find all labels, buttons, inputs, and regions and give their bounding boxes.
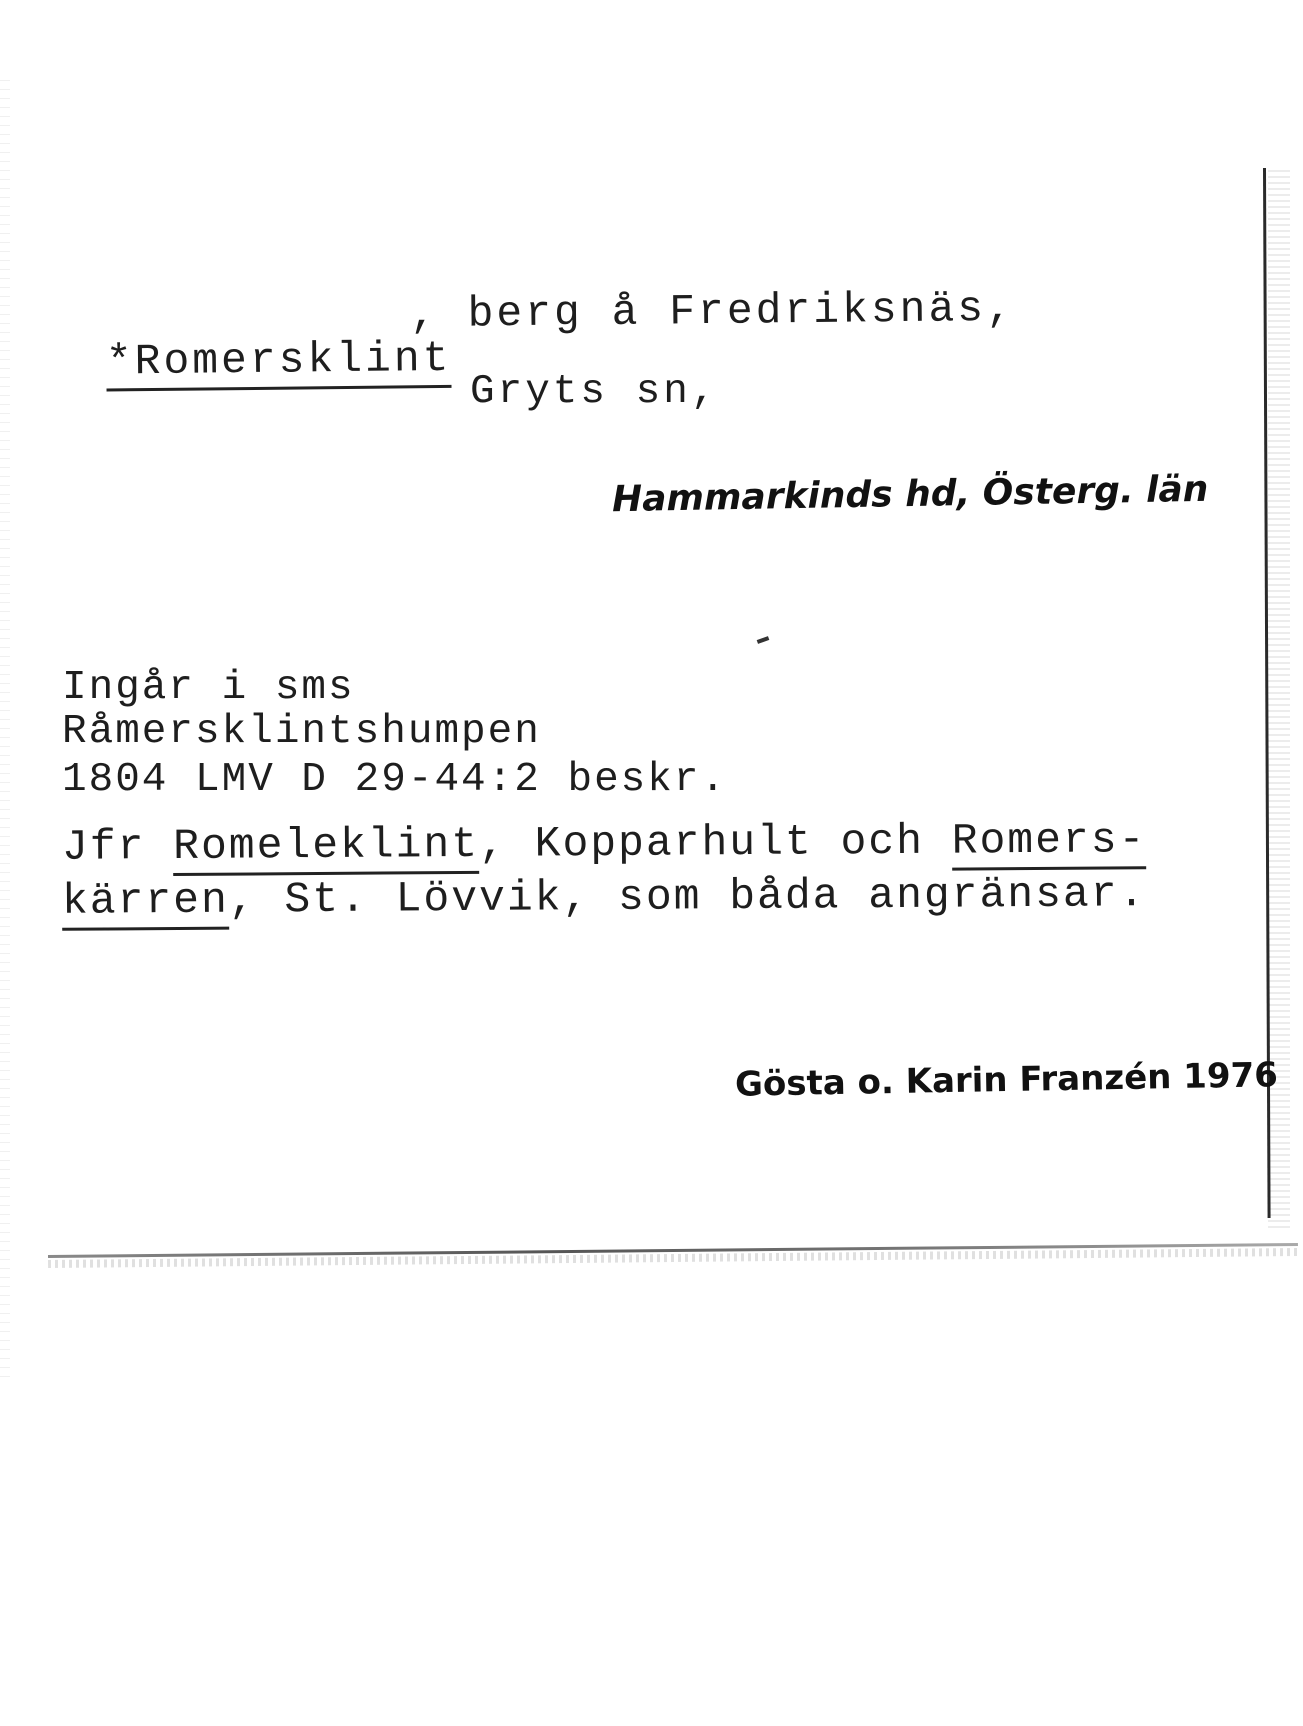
note-line-2: Råmersklintshumpen (62, 709, 541, 755)
scan-edge-speckle (0, 80, 10, 1380)
note-line-1: Ingår i sms (62, 665, 355, 711)
parish-line: Gryts sn, (470, 369, 719, 415)
reference-link-romerskarren-part2: kärren (62, 876, 229, 931)
reference-middle: , Kopparhult och (478, 816, 952, 869)
reference-link-romeleklint: Romeleklint (173, 820, 479, 876)
district-stamp: Hammarkinds hd, Österg. län (611, 468, 1209, 521)
reference-prefix: Jfr (61, 822, 174, 872)
ink-speck (757, 636, 770, 644)
note-line-3: 1804 LMV D 29-44:2 beskr. (62, 757, 728, 803)
headword-text: *Romersklint (106, 334, 452, 392)
headword-description: , berg å Fredriksnäs, (409, 283, 1016, 340)
reference-line-1 (61, 815, 1147, 872)
reference-line-2 (61, 869, 1147, 926)
reference-link-romerskarren-part1: Romers- (952, 815, 1147, 870)
headword (48, 294, 452, 387)
signature-stamp: Gösta o. Karin Franzén 1976 (734, 1055, 1279, 1105)
reference-suffix: , St. Lövvik, som båda angränsar. (228, 869, 1147, 925)
